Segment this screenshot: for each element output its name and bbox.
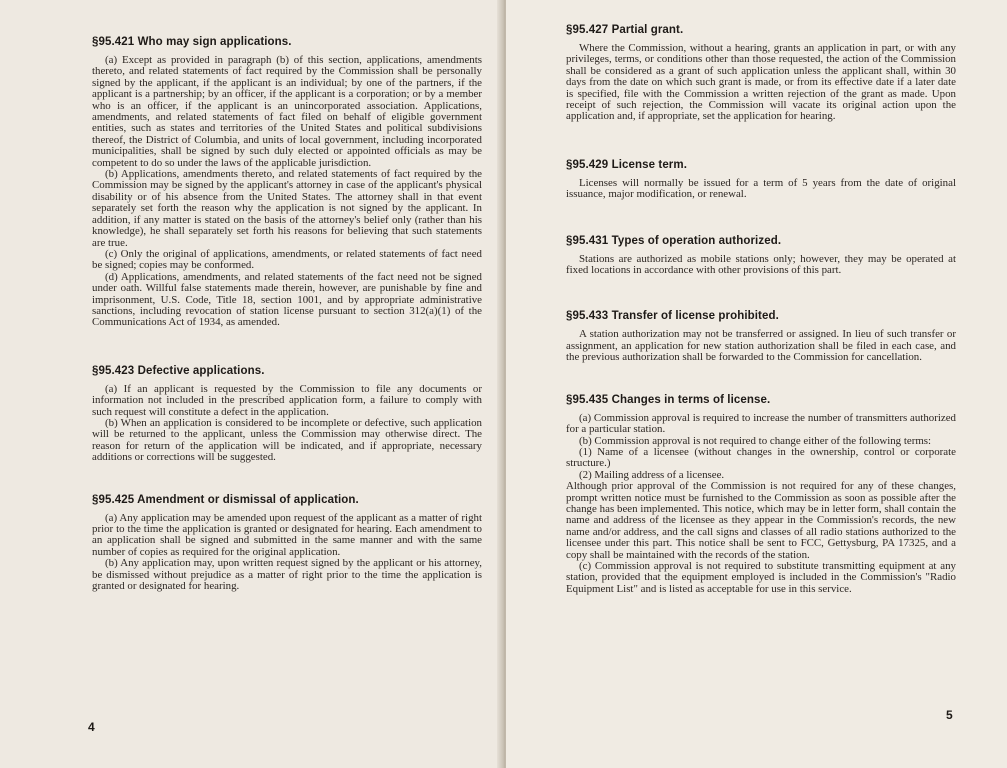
section-95-431 bbox=[566, 235, 956, 277]
section-title: §95.425 Amendment or dismissal of application. bbox=[92, 493, 359, 506]
paragraph: (b) Applications, amendments thereto, and related statements of fact required by the Commission may be signed by the applicant's attorney in case of the applicant's physical disability or of his absence from the United States. The attorney shall in that event separately set forth the reason why the application is not signed by the applicant. In addition, if any matter is stated on the basis of the attorney's belief only (rather than his knowledge), he shall separately set forth his reasons for believing that such statements are true. bbox=[92, 168, 482, 249]
page-number: 4 bbox=[88, 720, 95, 734]
section-95-425 bbox=[92, 494, 482, 593]
right-column bbox=[566, 24, 956, 595]
paragraph: Licenses will normally be issued for a term of 5 years from the date of original issuance, major modification, or renewal. bbox=[566, 176, 956, 201]
section-95-421 bbox=[92, 36, 482, 329]
right-page bbox=[506, 0, 1007, 768]
section-title: §95.427 Partial grant. bbox=[566, 24, 684, 36]
section-title: §95.435 Changes in terms of license. bbox=[566, 393, 771, 406]
paragraph: (2) Mailing address of a licensee. bbox=[579, 468, 725, 481]
section-95-423 bbox=[92, 365, 482, 464]
section-title: §95.433 Transfer of license prohibited. bbox=[566, 310, 779, 323]
paragraph: (b) Commission approval is not required to change either of the following terms: bbox=[579, 434, 932, 447]
left-page bbox=[0, 0, 503, 768]
paragraph: Although prior approval of the Commission is not required for any of these changes, prompt written notice must be furnished to the Commission as soon as possible after the change has been implemented. This notice, which may be in letter form, shall contain the name and address of the licensee as they appear in the Commission's records, the new name and/or address, and the call signs and classes of all radio stations authorized to the licensee under this part. This notice shall be sent to FCC, Gettysburg, PA 17325, and a copy shall be maintained with the records of the station. bbox=[566, 480, 956, 561]
section-95-435 bbox=[566, 394, 956, 596]
section-title: §95.421 Who may sign applications. bbox=[92, 36, 292, 48]
paragraph: (b) When an application is considered to be incomplete or defective, such application will be returned to the applicant, unless the Commission may otherwise direct. The reason for return of the application will be indicated, and if appropriate, necessary additions or corrections will be suggested. bbox=[92, 416, 482, 464]
section-title: §95.431 Types of operation authorized. bbox=[566, 234, 782, 247]
left-column bbox=[92, 36, 482, 592]
paragraph: (c) Commission approval is not required to substitute transmitting equipment at any station, provided that the equipment employed is included in the Commission's "Radio Equipment List" and is listed as acceptable for use in this service. bbox=[566, 559, 956, 595]
page-number: 5 bbox=[946, 708, 953, 722]
paragraph: (1) Name of a licensee (without changes in the ownership, control or corporate structure.) bbox=[566, 445, 956, 470]
section-95-427 bbox=[566, 24, 956, 123]
section-title: §95.423 Defective applications. bbox=[92, 364, 265, 377]
section-title: §95.429 License term. bbox=[566, 158, 688, 171]
paragraph: (c) Only the original of applications, amendments, or related statements of fact need be signed; copies may be conformed. bbox=[92, 247, 482, 272]
section-95-433 bbox=[566, 310, 956, 363]
paragraph: (b) Any application may, upon written request signed by the applicant or his attorney, be dismissed without prejudice as a matter of right prior to the time the application is granted or designated for hearing. bbox=[92, 557, 482, 593]
paragraph: (d) Applications, amendments, and related statements of the fact need not be signed under oath. Willful false statements made therein, however, are punishable by fine and imprisonment, U.S. Code, Title 18, section 1001, and by appropriate administrative sanctions, including revocation of station license pursuant to section 312(a)(1) of the Communications Act of 1934, as amended. bbox=[92, 270, 482, 329]
paragraph: (a) Commission approval is required to increase the number of transmitters authorized for a particular station. bbox=[566, 411, 956, 436]
paragraph: Stations are authorized as mobile stations only; however, they may be operated at fixed locations in accordance with other provisions of this part. bbox=[566, 252, 956, 277]
paragraph: (a) Any application may be amended upon request of the applicant as a matter of right prior to the time the application is granted or designated for hearing. Each amendment to an application shall be signed and submitted in the same manner and with the same number of copies as required for the original application. bbox=[92, 511, 482, 558]
paragraph: A station authorization may not be transferred or assigned. In lieu of such transfer or assignment, an application for new station authorization shall be filed in each case, and the previous authorization shall be forwarded to the Commission for cancellation. bbox=[566, 328, 956, 364]
section-95-429 bbox=[566, 159, 956, 201]
paragraph: Where the Commission, without a hearing, grants an application in part, or with any privileges, terms, or conditions other than those requested, the action of the Commission shall be considered as a grant of such application unless the applicant shall, within 30 days from the date on which such grant is made, or from its effective date if a later date is specified, file with the Commission a written rejection of the grant as made. Upon receipt of such rejection, the Commission will vacate its original action upon the application and, if appropriate, set the application for hearing. bbox=[566, 42, 956, 123]
paragraph: (a) If an applicant is requested by the Commission to file any documents or information not included in the prescribed application form, a failure to comply with such request will constitute a defect in the application. bbox=[92, 382, 482, 418]
paragraph: (a) Except as provided in paragraph (b) of this section, applications, amendments thereto, and related statements of fact required by the Commission shall be personally signed by the applicant, if the applicant is an individual; by one of the partners, if the applicant is a partnership; by an officer, if the applicant is a corporation; or by a member who is an officer, if the applicant is an unincorporated association. Applications, amendments, and related statements of fact filed on behalf of eligible government entities, such as states and territories of the United States and political subdivisions thereof, the District of Columbia, and units of local government, including incorporated municipalities, shall be signed by such duly elected or appointed officials as may be competent to do so under the laws of the applicable jurisdiction. bbox=[92, 54, 482, 169]
